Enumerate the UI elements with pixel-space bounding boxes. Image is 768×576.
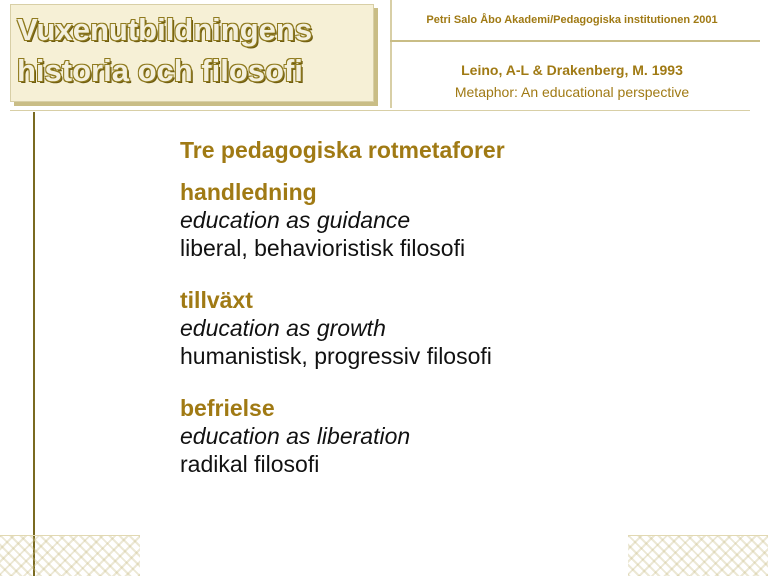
metaphor-description: humanistisk, progressiv filosofi bbox=[180, 343, 492, 369]
metaphor-translation: education as liberation bbox=[180, 423, 411, 449]
metaphor-item bbox=[180, 286, 740, 370]
title-line-2: historia och filosofi bbox=[17, 53, 303, 88]
header-reference-panel bbox=[390, 0, 750, 108]
metaphor-item bbox=[180, 394, 740, 478]
metaphor-term: tillväxt bbox=[180, 287, 253, 313]
left-accent-bar bbox=[33, 112, 35, 576]
metaphor-item bbox=[180, 178, 740, 262]
title-line-1: Vuxenutbildningens bbox=[17, 12, 313, 47]
header-divider bbox=[390, 40, 760, 42]
reference-authors: Leino, A-L & Drakenberg, M. 1993 bbox=[461, 62, 683, 78]
header-rule bbox=[10, 110, 750, 111]
slide-body bbox=[180, 136, 740, 502]
institution-credit: Petri Salo Åbo Akademi/Pedagogiska institutionen 2001 bbox=[426, 14, 718, 26]
decorative-corner-left bbox=[0, 535, 140, 576]
slide-title bbox=[17, 9, 312, 91]
decorative-corner-right bbox=[628, 535, 768, 576]
section-heading: Tre pedagogiska rotmetaforer bbox=[180, 137, 505, 163]
title-panel bbox=[10, 4, 374, 102]
metaphor-translation: education as growth bbox=[180, 315, 386, 341]
reference-title: Metaphor: An educational perspective bbox=[454, 84, 690, 100]
metaphor-translation: education as guidance bbox=[180, 207, 411, 233]
metaphor-description: radikal filosofi bbox=[180, 451, 320, 477]
metaphor-term: befrielse bbox=[180, 395, 275, 421]
vertical-divider bbox=[390, 0, 392, 108]
metaphor-term: handledning bbox=[180, 179, 317, 205]
metaphor-description: liberal, behavioristisk filosofi bbox=[180, 235, 466, 261]
